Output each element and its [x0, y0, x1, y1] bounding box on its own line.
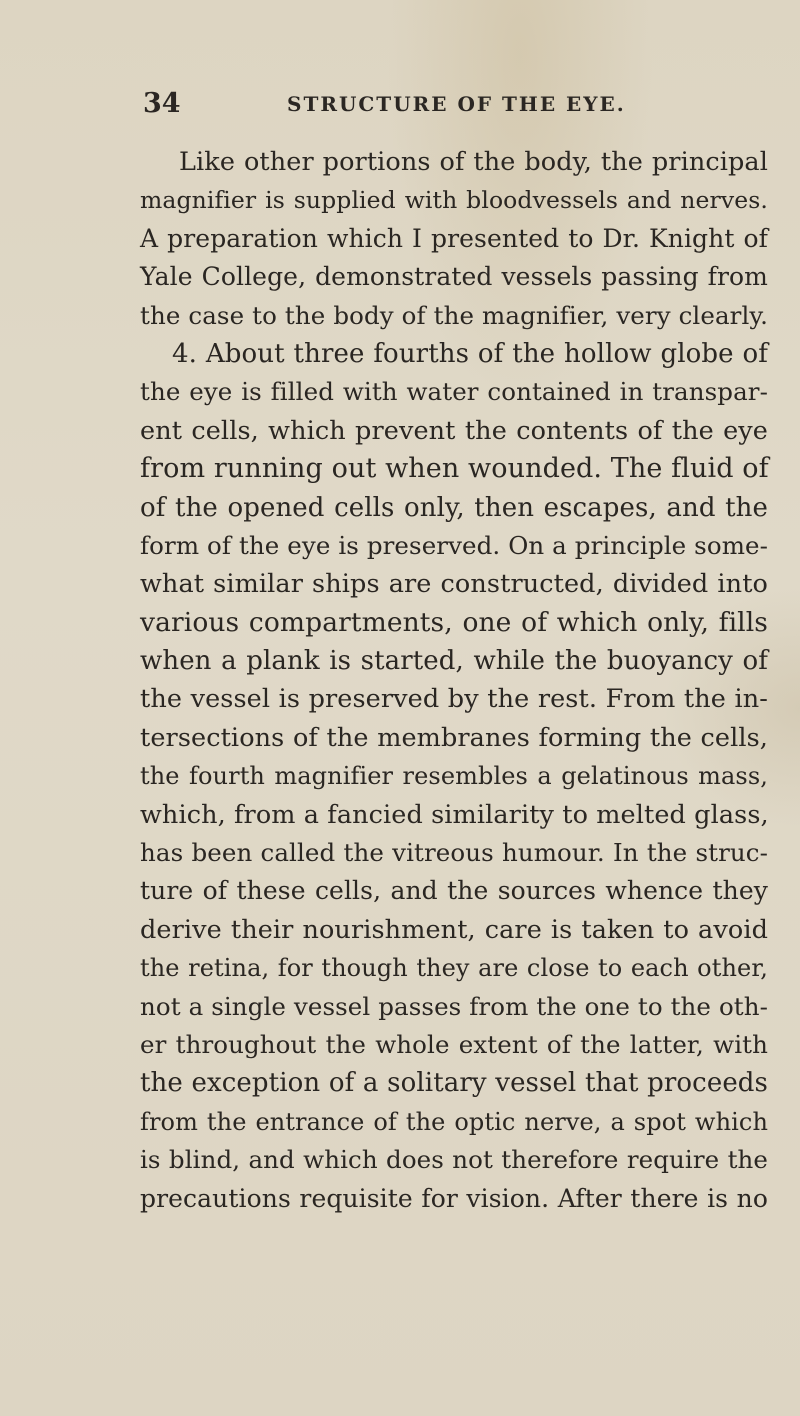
text-line: the exception of a solitary vessel that proceeds — [140, 1068, 768, 1099]
body-text — [140, 143, 768, 1218]
text-line: 4. About three fourths of the hollow globe of — [172, 338, 768, 369]
text-line: has been called the vitreous humour. In the struc- — [140, 838, 768, 868]
text-line: various compartments, one of which only, fills — [140, 606, 768, 638]
text-line: the vessel is preserved by the rest. From the in- — [140, 684, 768, 715]
running-head — [143, 88, 663, 122]
text-line: not a single vessel passes from the one to the oth- — [140, 991, 768, 1021]
text-line: from the entrance of the optic nerve, a spot which — [140, 1107, 768, 1136]
text-line: when a plank is started, while the buoyancy of — [140, 646, 768, 677]
text-line: of the opened cells only, then escapes, and the — [140, 492, 768, 523]
running-title: STRUCTURE OF THE EYE. — [287, 92, 626, 116]
text-line: magnifier is supplied with bloodvessels and nerves. — [140, 186, 768, 215]
text-line: the fourth magnifier resembles a gelatinous mass, — [140, 762, 768, 791]
text-line: derive their nourishment, care is taken to avoid — [140, 914, 768, 945]
text-line: what similar ships are constructed, divided into — [140, 569, 768, 600]
text-line: Like other portions of the body, the principal — [179, 147, 768, 177]
text-line: Yale College, demonstrated vessels passing from — [140, 262, 768, 292]
text-line: ent cells, which prevent the contents of the eye — [140, 415, 768, 446]
page-number: 34 — [143, 88, 181, 119]
text-line: ture of these cells, and the sources whence they — [140, 876, 768, 906]
text-line: from running out when wounded. The fluid of — [140, 453, 769, 485]
text-line: precautions requisite for vision. After there is no — [140, 1183, 768, 1213]
text-line: tersections of the membranes forming the cells, — [140, 722, 768, 753]
text-line: er throughout the whole extent of the latter, with — [140, 1029, 768, 1059]
text-line: the eye is filled with water contained in transpar- — [140, 377, 768, 407]
text-line: is blind, and which does not therefore require the — [140, 1145, 768, 1175]
text-line: which, from a fancied similarity to melted glass, — [140, 799, 769, 830]
text-line: the retina, for though they are close to each other, — [140, 954, 768, 983]
text-line: form of the eye is preserved. On a principle some- — [140, 530, 768, 560]
text-line: the case to the body of the magnifier, very clearly. — [140, 300, 768, 330]
text-line: A preparation which I presented to Dr. Knight of — [140, 223, 768, 253]
